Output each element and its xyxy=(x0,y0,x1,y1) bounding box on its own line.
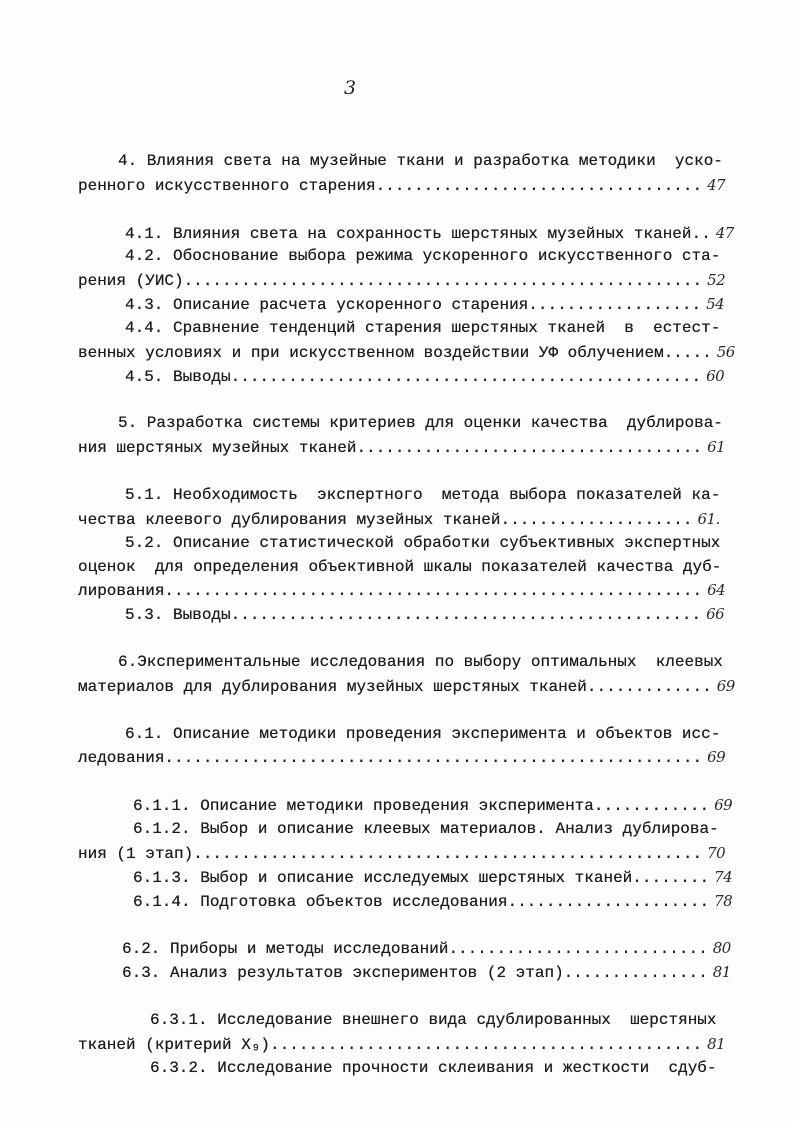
blank-line xyxy=(0,914,793,938)
toc-entry-4-4-line-2 xyxy=(0,341,793,365)
toc-entry-text: 4.5. Выводы................................................. xyxy=(125,367,702,386)
toc-entry-6-1-4-line-1 xyxy=(0,890,793,914)
toc-entry-text: 4.2. Обоснование выбора режима ускоренного искусственного ста- xyxy=(125,247,721,266)
toc-entry-4-4-page-number: 56 xyxy=(716,342,735,361)
toc-entry-5-3-page-number: 66 xyxy=(706,605,725,624)
toc-entry-text: оценок для определения объективной шкалы показателей качества дуб- xyxy=(78,557,722,576)
toc-entry-6-1-2-line-1 xyxy=(0,818,793,842)
toc-entry-text: 4. Влияния света на музейные ткани и разработка методики уско- xyxy=(118,152,723,170)
toc-entry-5-2-line-1 xyxy=(0,532,793,556)
toc-entry-6-1-line-2 xyxy=(0,746,793,770)
toc-entry-4-4-line-1 xyxy=(0,317,793,341)
toc-entry-text: ренного искусственного старения.................................. xyxy=(78,176,703,195)
toc-entry-6-line-2 xyxy=(0,675,793,699)
toc-entry-6-2-page-number: 80 xyxy=(712,939,731,958)
toc-entry-text: 6.Экспериментальные исследования по выбору оптимальных клеевых xyxy=(118,653,723,672)
toc-entry-4-1-line-1 xyxy=(0,222,793,246)
toc-entry-text: 5.1. Необходимость экспертного метода выбора показателей ка- xyxy=(125,486,721,505)
blank-line xyxy=(0,699,793,723)
toc-entry-6-1-line-1 xyxy=(0,723,793,747)
toc-entry-6-1-page-number: 69 xyxy=(707,748,726,767)
toc-entry-6-2-line-1 xyxy=(0,937,793,961)
toc-entry-6-3-2-line-1 xyxy=(0,1057,793,1081)
toc-entry-text: лирования........................................................ xyxy=(78,582,703,601)
toc-entry-5-1-line-2 xyxy=(0,508,793,532)
toc-entry-text: ния шерстяных музейных тканей.................................... xyxy=(78,439,703,458)
toc-entry-6-3-1-page-number: 81 xyxy=(707,1034,726,1053)
toc-entry-text: 6.2. Приборы и методы исследований........................... xyxy=(122,940,708,959)
toc-entry-text: 6.1.4. Подготовка объектов исследования..................... xyxy=(133,892,710,911)
blank-line xyxy=(0,460,793,484)
toc-entry-text: венных условиях и при искусственном воздействии УФ облучением..... xyxy=(78,343,712,362)
toc-entry-4-5-line-1 xyxy=(0,365,793,389)
toc-entry-6-1-4-page-number: 78 xyxy=(714,891,733,910)
table-of-contents xyxy=(0,150,793,1081)
toc-entry-5-line-2 xyxy=(0,436,793,460)
toc-entry-6-1-2-page-number: 70 xyxy=(707,843,726,862)
toc-entry-6-3-1-line-1 xyxy=(0,1009,793,1033)
toc-entry-6-line-1 xyxy=(0,651,793,675)
page-number: 3 xyxy=(344,77,357,99)
toc-entry-4-2-line-2 xyxy=(0,269,793,293)
toc-entry-4-line-1 xyxy=(0,150,793,174)
toc-entry-6-page-number: 69 xyxy=(716,676,735,695)
toc-entry-6-1-2-line-2 xyxy=(0,842,793,866)
toc-entry-6-1-1-line-1 xyxy=(0,794,793,818)
toc-entry-5-2-line-2 xyxy=(0,556,793,580)
toc-entry-text: 4.1. Влияния света на сохранность шерстяных музейных тканей.. xyxy=(125,224,711,243)
toc-entry-text: 6.3. Анализ результатов экспериментов (2 этап)............... xyxy=(122,964,708,983)
toc-entry-4-3-page-number: 54 xyxy=(706,295,725,314)
toc-entry-4-3-line-1 xyxy=(0,293,793,317)
toc-entry-5-line-1 xyxy=(0,412,793,436)
toc-entry-text: 4.3. Описание расчета ускоренного старения.................. xyxy=(125,296,702,315)
blank-line xyxy=(0,389,793,413)
toc-entry-text: чества клеевого дублирования музейных тканей.................... xyxy=(78,510,693,529)
toc-entry-4-1-page-number: 47 xyxy=(715,223,734,242)
toc-entry-4-2-page-number: 52 xyxy=(707,271,726,290)
toc-entry-4-5-page-number: 60 xyxy=(706,366,725,385)
toc-entry-text: 5. Разработка системы критериев для оценки качества дублирова- xyxy=(118,414,723,433)
toc-entry-text: 5.2. Описание статистической обработки субъективных экспертных xyxy=(125,533,721,552)
blank-line xyxy=(0,627,793,651)
toc-entry-text: 5.3. Выводы................................................. xyxy=(125,606,702,625)
toc-entry-text: материалов для дублирования музейных шерстяных тканей............. xyxy=(78,677,712,696)
toc-entry-text: 6.1. Описание методики проведения эксперимента и объектов исс- xyxy=(125,724,721,743)
toc-entry-4-2-line-1 xyxy=(0,245,793,269)
toc-entry-text: рения (УИС)...................................................... xyxy=(78,272,703,291)
toc-entry-text: ния (1 этап)..................................................... xyxy=(78,844,703,863)
toc-entry-5-1-page-number: 61. xyxy=(697,509,720,528)
toc-entry-6-1-3-page-number: 74 xyxy=(714,867,733,886)
blank-line xyxy=(0,198,793,222)
toc-entry-6-3-line-1 xyxy=(0,961,793,985)
toc-entry-6-1-3-line-1 xyxy=(0,866,793,890)
toc-entry-5-1-line-1 xyxy=(0,484,793,508)
toc-entry-4-line-2 xyxy=(0,174,793,198)
toc-entry-text: 6.1.1. Описание методики проведения эксперимента............ xyxy=(133,797,710,816)
toc-entry-text: 6.1.3. Выбор и описание исследуемых шерстяных тканей........ xyxy=(133,868,710,887)
toc-entry-5-2-page-number: 64 xyxy=(707,581,726,600)
toc-entry-6-1-1-page-number: 69 xyxy=(714,796,733,815)
toc-entry-5-2-line-3 xyxy=(0,579,793,603)
toc-entry-text: 6.3.1. Исследование внешнего вида сдублированных шерстяных xyxy=(150,1010,717,1029)
toc-entry-5-3-line-1 xyxy=(0,603,793,627)
toc-entry-text: ледования........................................................ xyxy=(78,749,703,768)
blank-line xyxy=(0,770,793,794)
toc-entry-4-page-number: 47 xyxy=(707,175,726,194)
toc-entry-6-3-1-line-2 xyxy=(0,1033,793,1057)
toc-entry-text: 6.1.2. Выбор и описание клеевых материалов. Анализ дублирова- xyxy=(133,820,719,839)
toc-entry-text: тканей (критерий X₉)............................................. xyxy=(78,1035,703,1054)
toc-entry-6-3-page-number: 81 xyxy=(712,963,731,982)
toc-entry-5-page-number: 61 xyxy=(707,438,726,457)
blank-line xyxy=(0,985,793,1009)
toc-entry-text: 4.4. Сравнение тенденций старения шерстяных тканей в естест- xyxy=(125,319,721,338)
toc-entry-text: 6.3.2. Исследование прочности склеивания и жесткости сдуб- xyxy=(150,1058,717,1077)
